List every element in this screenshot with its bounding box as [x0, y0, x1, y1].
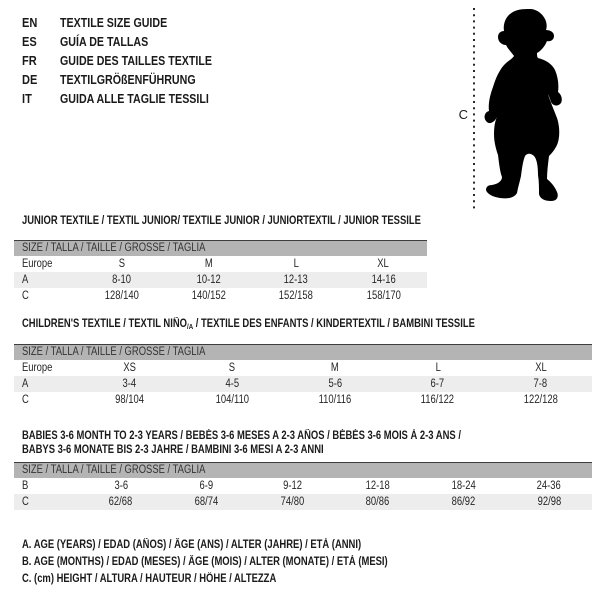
table-cell [386, 360, 489, 376]
cell-value: 24-36 [537, 480, 562, 492]
junior-section-title [22, 215, 427, 228]
legend-text: B. AGE (MONTHS) / EDAD (MESES) / ÂGE (MOIS) / ALTER (MONATE) / ETÀ (MESI) [22, 556, 388, 568]
section-title-text [22, 318, 475, 333]
cell-value: 116/122 [421, 394, 455, 406]
language-code: DE [22, 72, 38, 87]
table-cell [335, 494, 421, 510]
title-subscript: /A [187, 322, 194, 331]
table-cell [253, 256, 340, 272]
language-row-de [22, 70, 245, 89]
table-cell [506, 478, 592, 494]
cell-value: L [293, 258, 299, 270]
cell-value: 152/158 [279, 290, 314, 302]
babies-section [14, 429, 592, 510]
junior-section [14, 215, 427, 304]
cell-value: 68/74 [194, 496, 219, 508]
cell-value: 6-9 [199, 480, 214, 492]
cell-value: 128/140 [104, 290, 139, 302]
title-part: / TEXTILE DES ENFANTS / KINDERTEXTIL / BAMBINI TESSILE [193, 318, 475, 330]
language-code: IT [22, 91, 32, 106]
cell-value: 110/116 [318, 394, 352, 406]
babies-size-table [14, 462, 592, 510]
table-cell [253, 288, 340, 304]
cell-value: 12-13 [284, 274, 309, 286]
title-line-2: BABYS 3-6 MONATE BIS 2-3 JAHRE / BAMBINI 3-6 MESI A 2-3 ANNI [22, 444, 324, 456]
language-row-es [22, 32, 245, 51]
cell-value: S [118, 258, 125, 270]
row-label [14, 256, 78, 272]
table-cell [164, 478, 250, 494]
language-row-fr [22, 51, 245, 70]
table-cell [421, 494, 507, 510]
cell-value: 3-6 [114, 480, 128, 492]
babies-section-title [22, 429, 592, 457]
table-cell [78, 376, 181, 392]
table-cell [340, 272, 427, 288]
cell-value: 80/86 [366, 496, 390, 508]
table-row-europe [14, 256, 427, 272]
row-label-text: B [22, 480, 29, 492]
table-row-height [14, 288, 427, 304]
table-cell [284, 376, 387, 392]
language-row-en [22, 13, 245, 32]
size-header-text: SIZE / TALLA / TAILLE / GRÖSSE / TAGLIA [22, 464, 206, 476]
table-cell [489, 376, 592, 392]
table-cell [249, 494, 335, 510]
table-cell [421, 478, 507, 494]
table-cell [164, 494, 250, 510]
table-cell [165, 272, 252, 288]
cell-value: 5-6 [328, 378, 342, 390]
table-cell [78, 288, 165, 304]
table-cell [386, 392, 489, 408]
table-cell [78, 360, 181, 376]
cell-value: 10-12 [196, 274, 221, 286]
legend-text: C. (cm) HEIGHT / ALTURA / HAUTEUR / HÖHE / ALTEZZA [22, 573, 277, 585]
row-label-text: A [22, 378, 29, 390]
table-row-age [14, 376, 592, 392]
cell-value: 104/110 [215, 394, 249, 406]
cell-value: 158/170 [366, 290, 401, 302]
size-header-band [14, 345, 592, 360]
cell-value: 6-7 [430, 378, 445, 390]
table-row-europe [14, 360, 592, 376]
table-row-age-months [14, 478, 592, 494]
language-title: GUIDE DES TAILLES TEXTILE [60, 53, 213, 68]
row-label [14, 272, 78, 288]
row-label [14, 392, 78, 408]
cell-value: 4-5 [225, 378, 240, 390]
table-cell [284, 392, 387, 408]
language-title: TEXTILE SIZE GUIDE [60, 15, 168, 30]
cell-value: XL [534, 362, 547, 374]
table-cell [340, 256, 427, 272]
language-title: GUIDA ALLE TAGLIE TESSILI [60, 91, 209, 106]
table-cell [249, 478, 335, 494]
cell-value: M [331, 362, 339, 374]
table-cell [165, 256, 252, 272]
table-cell [78, 256, 165, 272]
table-row-height [14, 494, 592, 510]
cell-value: 86/92 [451, 496, 476, 508]
language-row-it [22, 89, 245, 108]
row-label-text: Europe [22, 258, 53, 270]
row-label-text: C [22, 496, 29, 508]
cell-value: M [204, 258, 213, 270]
cell-value: 92/98 [537, 496, 561, 508]
table-cell [78, 494, 164, 510]
row-label-text: C [22, 394, 29, 406]
legend [22, 537, 468, 588]
language-code: ES [22, 34, 37, 49]
title-part: CHILDREN'S TEXTILE / TEXTIL NIÑO [22, 318, 188, 330]
cell-value: XL [377, 258, 390, 270]
language-title: TEXTILGRÖßENFÜHRUNG [60, 72, 196, 87]
cell-value: 140/152 [191, 290, 226, 302]
table-cell [284, 360, 387, 376]
table-cell [335, 478, 421, 494]
children-section [14, 318, 592, 408]
size-header-band [14, 463, 592, 478]
row-label [14, 478, 78, 494]
table-row-age [14, 272, 427, 288]
legend-line-c [22, 571, 468, 588]
junior-size-table [14, 240, 427, 304]
row-label-text: C [22, 290, 29, 302]
cell-value: 62/68 [109, 496, 133, 508]
table-cell [181, 376, 284, 392]
table-cell [165, 288, 252, 304]
cell-value: 3-4 [122, 378, 137, 390]
cell-value: 74/80 [280, 496, 304, 508]
cell-value: 122/128 [523, 394, 558, 406]
row-label [14, 288, 78, 304]
language-title: GUÍA DE TALLAS [60, 34, 149, 49]
cell-value: 12-18 [365, 480, 390, 492]
table-cell [78, 392, 181, 408]
cell-value: 8-10 [112, 274, 132, 286]
table-cell [489, 360, 592, 376]
table-row-height [14, 392, 592, 408]
language-header [22, 13, 245, 108]
title-line-1: BABIES 3-6 MONTH TO 2-3 YEARS / BEBÉS 3-6 MESES A 2-3 AÑOS / BÉBÉS 3-6 MOIS À 2-3 ANS / [22, 430, 461, 442]
table-cell [78, 478, 164, 494]
table-cell [506, 494, 592, 510]
language-code: EN [22, 15, 38, 30]
cell-value: XS [123, 362, 136, 374]
legend-line-b [22, 554, 468, 571]
size-header-text: SIZE / TALLA / TAILLE / GRÖSSE / TAGLIA [22, 242, 206, 254]
size-header-text: SIZE / TALLA / TAILLE / GRÖSSE / TAGLIA [22, 346, 206, 358]
cell-value: 98/104 [114, 394, 144, 406]
children-section-title [22, 318, 592, 331]
children-size-table [14, 344, 592, 408]
table-cell [78, 272, 165, 288]
size-header-band [14, 241, 427, 256]
cell-value: 9-12 [282, 480, 302, 492]
cell-value: 18-24 [451, 480, 476, 492]
table-cell [181, 392, 284, 408]
section-title-text: JUNIOR TEXTILE / TEXTIL JUNIOR/ TEXTILE JUNIOR / JUNIORTEXTIL / JUNIOR TESSILE [22, 215, 421, 227]
table-cell [253, 272, 340, 288]
row-label [14, 494, 78, 510]
height-label-c: C [458, 107, 468, 122]
table-cell [386, 376, 489, 392]
row-label [14, 360, 78, 376]
row-label-text: Europe [22, 362, 53, 374]
language-code: FR [22, 53, 37, 68]
baby-figure [450, 0, 600, 220]
cell-value: S [229, 362, 236, 374]
table-cell [489, 392, 592, 408]
cell-value: L [435, 362, 441, 374]
legend-line-a [22, 537, 468, 554]
table-cell [181, 360, 284, 376]
cell-value: 14-16 [371, 274, 396, 286]
cell-value: 7-8 [533, 378, 548, 390]
row-label [14, 376, 78, 392]
table-cell [340, 288, 427, 304]
baby-silhouette-icon [485, 9, 562, 201]
legend-text: A. AGE (YEARS) / EDAD (AÑOS) / ÂGE (ANS) / ALTER (JAHRE) / ETÀ (ANNI) [22, 539, 362, 551]
row-label-text: A [22, 274, 29, 286]
